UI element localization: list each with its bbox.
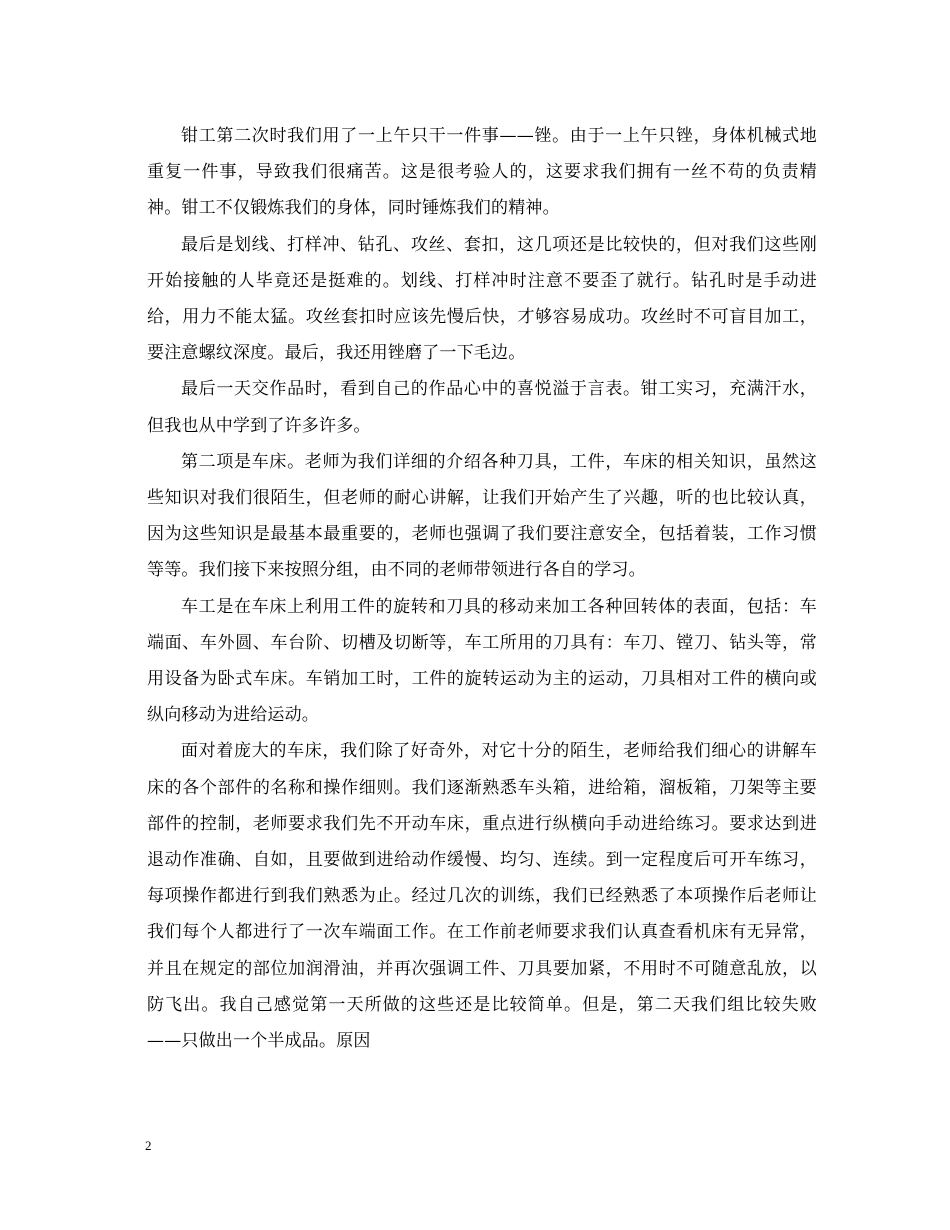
paragraph-lathe-intro: 第二项是车床。老师为我们详细的介绍各种刀具，工件，车床的相关知识，虽然这些知识对我们很陌生，但老师的耐心讲解，让我们开始产生了兴趣，听的也比较认真，因为这些知识是最基本最重要的，老师也强调了我们要注意安全，包括着装，工作习惯等等。我们接下来按照分组，由不同的老师带领进行各自的学习。 — [147, 451, 817, 581]
paragraph-turning-definition: 车工是在车床上利用工件的旋转和刀具的移动来加工各种回转体的表面，包括：车端面、车外圆、车台阶、切槽及切断等，车工所用的刀具有：车刀、镗刀、钻头等，常用设备为卧式车床。车销加工时，工件的旋转运动为主的运动，刀具相对工件的横向或纵向移动为进给运动。 — [147, 596, 817, 726]
paragraph-fitting-conclusion: 最后一天交作品时，看到自己的作品心中的喜悦溢于言表。钳工实习，充满汗水，但我也从中学到了许多许多。 — [147, 379, 817, 436]
document-body — [147, 118, 817, 1059]
paragraph-lathe-practice: 面对着庞大的车床，我们除了好奇外，对它十分的陌生，老师给我们细心的讲解车床的各个部件的名称和操作细则。我们逐渐熟悉车头箱，进给箱，溜板箱，刀架等主要部件的控制，老师要求我们先不开动车床，重点进行纵横向手动进给练习。要求达到进退动作准确、自如，且要做到进给动作缓慢、均匀、连续。到一定程度后可开车练习，每项操作都进行到我们熟悉为止。经过几次的训练，我们已经熟悉了本项操作后老师让我们每个人都进行了一次车端面工作。在工作前老师要求我们认真查看机床有无异常，并且在规定的部位加润滑油，并再次强调工件、刀具要加紧，不用时不可随意乱放，以防飞出。我自己感觉第一天所做的这些还是比较简单。但是，第二天我们组比较失败——只做出一个半成品。原因 — [147, 741, 817, 1052]
paragraph-fitting-filing: 钳工第二次时我们用了一上午只干一件事——锉。由于一上午只锉，身体机械式地重复一件事，导致我们很痛苦。这是很考验人的，这要求我们拥有一丝不苟的负责精神。钳工不仅锻炼我们的身体，同时锤炼我们的精神。 — [147, 126, 817, 219]
page-number: 2 — [145, 1138, 152, 1153]
paragraph-fitting-steps: 最后是划线、打样冲、钻孔、攻丝、套扣，这几项还是比较快的，但对我们这些刚开始接触的人毕竟还是挺难的。划线、打样冲时注意不要歪了就行。钻孔时是手动进给，用力不能太猛。攻丝套扣时应该先慢后快，才够容易成功。攻丝时不可盲目加工，要注意螺纹深度。最后，我还用锉磨了一下毛边。 — [147, 234, 817, 364]
